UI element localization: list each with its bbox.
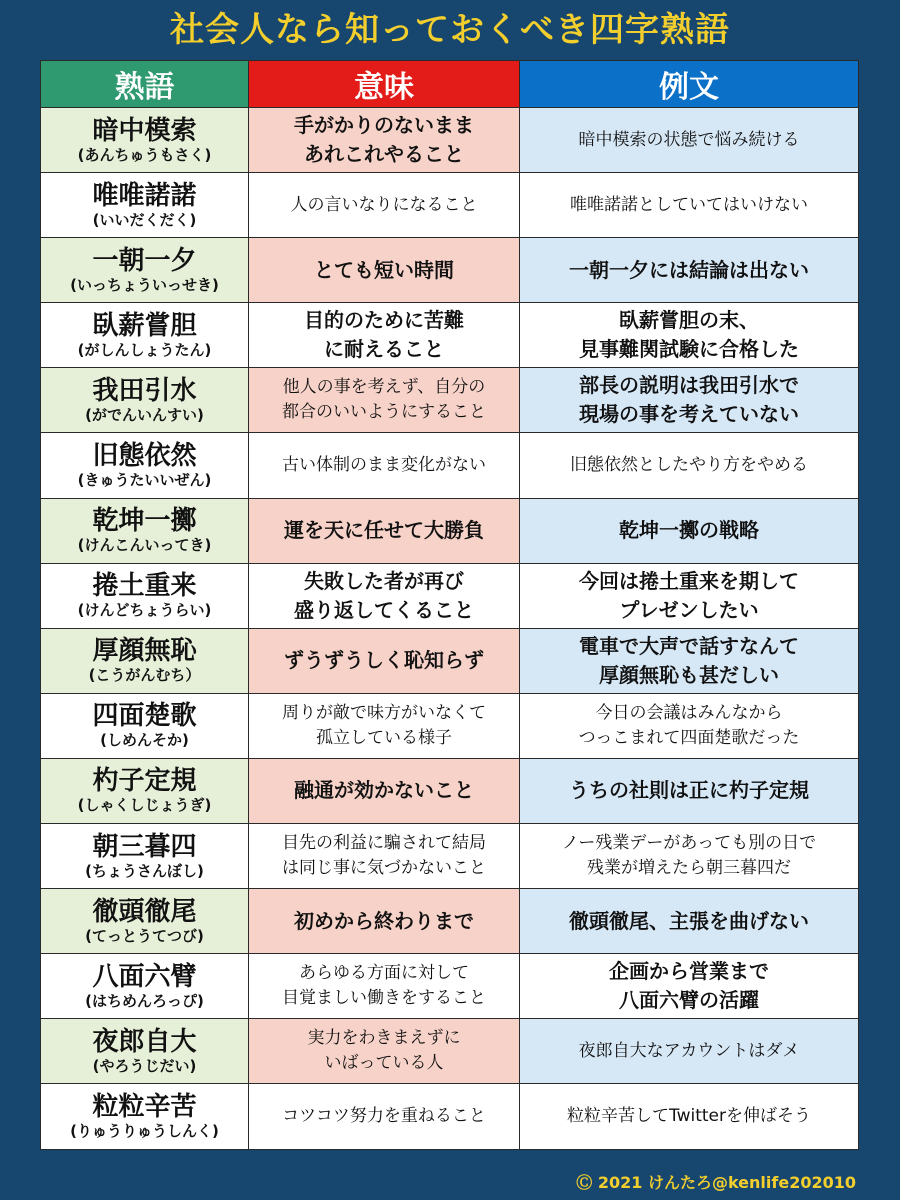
table-row bbox=[41, 108, 859, 173]
copyright-footer: Ⓒ 2021 けんたろ@kenlife202010 bbox=[576, 1173, 856, 1192]
example-line: 今日の会議はみんなから bbox=[595, 702, 783, 723]
jukugo-reading: (がしんしょうたん) bbox=[77, 340, 212, 359]
meaning-line: 手がかりのないまま bbox=[294, 113, 474, 138]
table-row bbox=[41, 629, 859, 694]
example-cell bbox=[520, 433, 859, 498]
jukugo-word: 粒粒辛苦 bbox=[92, 1091, 197, 1122]
jukugo-cell bbox=[41, 1019, 249, 1084]
table-body bbox=[41, 108, 859, 1150]
example-line: 八面六臂の活躍 bbox=[619, 988, 759, 1013]
table-row bbox=[41, 1084, 859, 1149]
example-line: 旧態依然としたやり方をやめる bbox=[570, 455, 808, 476]
jukugo-word: 杓子定規 bbox=[92, 766, 197, 797]
jukugo-cell bbox=[41, 173, 249, 238]
meaning-cell bbox=[249, 1019, 520, 1084]
jukugo-reading: (はちめんろっぴ) bbox=[85, 991, 204, 1010]
jukugo-word: 乾坤一擲 bbox=[92, 506, 197, 537]
jukugo-word: 四面楚歌 bbox=[92, 701, 197, 732]
example-line: 電車で大声で話すなんて bbox=[579, 633, 799, 658]
jukugo-reading: (やろうじだい) bbox=[92, 1056, 197, 1075]
jukugo-cell bbox=[41, 368, 249, 433]
meaning-line: 他人の事を考えず、自分の bbox=[282, 377, 486, 398]
meaning-line: 実力をわきまえずに bbox=[307, 1028, 461, 1049]
table-row bbox=[41, 889, 859, 954]
jukugo-word: 一朝一夕 bbox=[92, 245, 197, 276]
example-cell bbox=[520, 108, 859, 173]
meaning-line: あらゆる方面に対して bbox=[299, 963, 469, 984]
example-cell bbox=[520, 629, 859, 694]
jukugo-word: 捲土重来 bbox=[92, 571, 197, 602]
meaning-cell bbox=[249, 108, 520, 173]
example-line: 臥薪嘗胆の末、 bbox=[619, 308, 759, 333]
jukugo-word: 厚顔無恥 bbox=[92, 636, 197, 667]
header-meaning: 意味 bbox=[249, 61, 520, 108]
meaning-line: 初めから終わりまで bbox=[294, 908, 474, 933]
table-header-row bbox=[41, 61, 859, 108]
meaning-line: 盛り返してくること bbox=[294, 597, 474, 622]
page-title: 社会人なら知っておくべき四字熟語 bbox=[170, 10, 730, 50]
jukugo-cell bbox=[41, 889, 249, 954]
example-cell bbox=[520, 303, 859, 368]
example-cell bbox=[520, 889, 859, 954]
meaning-line: は同じ事に気づかないこと bbox=[282, 858, 486, 879]
example-cell bbox=[520, 368, 859, 433]
jukugo-cell bbox=[41, 824, 249, 889]
jukugo-reading: (けんどちょうらい) bbox=[77, 601, 212, 620]
jukugo-word: 徹頭徹尾 bbox=[92, 896, 197, 927]
jukugo-reading: (けんこんいってき) bbox=[77, 536, 212, 555]
jukugo-cell bbox=[41, 433, 249, 498]
jukugo-word: 八面六臂 bbox=[92, 961, 197, 992]
jukugo-cell bbox=[41, 564, 249, 629]
example-line: 厚顔無恥も甚だしい bbox=[599, 662, 779, 687]
meaning-line: 失敗した者が再び bbox=[304, 568, 464, 593]
example-line: つっこまれて四面楚歌だった bbox=[578, 727, 800, 748]
example-line: 乾坤一擲の戦略 bbox=[619, 518, 759, 543]
jukugo-reading: (こうがんむち） bbox=[88, 666, 201, 685]
meaning-line: 目覚ましい働きをすること bbox=[282, 988, 486, 1009]
jukugo-reading: (いいだくだく) bbox=[92, 210, 197, 229]
jukugo-cell bbox=[41, 108, 249, 173]
meaning-cell bbox=[249, 303, 520, 368]
jukugo-reading: (きゅうたいいぜん) bbox=[77, 471, 212, 490]
jukugo-reading: (てっとうてつび) bbox=[85, 926, 204, 945]
example-line: 現場の事を考えていない bbox=[579, 402, 799, 427]
example-cell bbox=[520, 238, 859, 303]
table-row bbox=[41, 824, 859, 889]
meaning-line: 運を天に任せて大勝負 bbox=[284, 518, 484, 543]
table-row bbox=[41, 564, 859, 629]
example-line: 粒粒辛苦してTwitterを伸ばそう bbox=[567, 1105, 811, 1126]
example-cell bbox=[520, 1019, 859, 1084]
meaning-line: あれこれやること bbox=[304, 142, 464, 167]
example-cell bbox=[520, 499, 859, 564]
yojijukugo-table bbox=[40, 60, 859, 1150]
example-line: 部長の説明は我田引水で bbox=[579, 373, 799, 398]
jukugo-word: 我田引水 bbox=[92, 375, 197, 406]
example-cell bbox=[520, 824, 859, 889]
jukugo-cell bbox=[41, 694, 249, 759]
meaning-cell bbox=[249, 954, 520, 1019]
example-line: 残業が増えたら朝三暮四だ bbox=[587, 858, 791, 879]
jukugo-word: 旧態依然 bbox=[92, 441, 197, 472]
meaning-cell bbox=[249, 694, 520, 759]
example-line: 今回は捲土重来を期して bbox=[579, 568, 799, 593]
table-row bbox=[41, 173, 859, 238]
meaning-line: 目先の利益に騙されて結局 bbox=[282, 833, 486, 854]
meaning-line: とても短い時間 bbox=[314, 257, 454, 282]
jukugo-cell bbox=[41, 303, 249, 368]
jukugo-reading: (ちょうさんぼし) bbox=[85, 861, 204, 880]
jukugo-cell bbox=[41, 629, 249, 694]
example-line: うちの社則は正に杓子定規 bbox=[569, 778, 809, 803]
table-row bbox=[41, 433, 859, 498]
meaning-line: 目的のために苦難 bbox=[304, 308, 464, 333]
example-cell bbox=[520, 694, 859, 759]
jukugo-cell bbox=[41, 499, 249, 564]
example-cell bbox=[520, 1084, 859, 1149]
jukugo-cell bbox=[41, 238, 249, 303]
meaning-line: 周りが敵で味方がいなくて bbox=[282, 702, 486, 723]
jukugo-word: 夜郎自大 bbox=[92, 1026, 197, 1057]
example-line: 一朝一夕には結論は出ない bbox=[569, 257, 809, 282]
jukugo-reading: (いっちょういっせき) bbox=[70, 275, 219, 294]
meaning-cell bbox=[249, 759, 520, 824]
meaning-cell bbox=[249, 889, 520, 954]
example-line: 企画から営業まで bbox=[609, 959, 769, 984]
meaning-cell bbox=[249, 564, 520, 629]
meaning-line: 人の言いなりになること bbox=[290, 194, 478, 215]
meaning-cell bbox=[249, 1084, 520, 1149]
table-row bbox=[41, 303, 859, 368]
example-line: 唯唯諾諾としていてはいけない bbox=[570, 194, 808, 215]
example-line: 徹頭徹尾、主張を曲げない bbox=[569, 908, 809, 933]
jukugo-reading: (あんちゅうもさく) bbox=[77, 145, 212, 164]
header-example: 例文 bbox=[520, 61, 859, 108]
table-row bbox=[41, 1019, 859, 1084]
meaning-line: 孤立している様子 bbox=[316, 727, 452, 748]
example-cell bbox=[520, 759, 859, 824]
jukugo-reading: (しめんそか) bbox=[100, 731, 189, 750]
jukugo-reading: (りゅうりゅうしんく) bbox=[70, 1121, 219, 1140]
jukugo-cell bbox=[41, 954, 249, 1019]
meaning-line: ずうずうしく恥知らず bbox=[284, 648, 484, 673]
example-line: プレゼンしたい bbox=[619, 597, 759, 622]
meaning-line: 古い体制のまま変化がない bbox=[282, 455, 486, 476]
jukugo-word: 臥薪嘗胆 bbox=[92, 310, 197, 341]
meaning-line: いばっている人 bbox=[324, 1053, 444, 1074]
jukugo-word: 唯唯諾諾 bbox=[92, 180, 197, 211]
jukugo-word: 暗中模索 bbox=[92, 115, 197, 146]
jukugo-word: 朝三暮四 bbox=[92, 831, 197, 862]
jukugo-reading: (がでんいんすい) bbox=[85, 405, 204, 424]
table-row bbox=[41, 759, 859, 824]
table-row bbox=[41, 499, 859, 564]
example-line: 夜郎自大なアカウントはダメ bbox=[578, 1040, 800, 1061]
meaning-cell bbox=[249, 433, 520, 498]
jukugo-reading: (しゃくしじょうぎ) bbox=[77, 796, 212, 815]
example-cell bbox=[520, 564, 859, 629]
example-cell bbox=[520, 173, 859, 238]
jukugo-cell bbox=[41, 1084, 249, 1149]
example-line: ノー残業デーがあっても別の日で bbox=[561, 833, 817, 854]
example-cell bbox=[520, 954, 859, 1019]
meaning-cell bbox=[249, 499, 520, 564]
meaning-cell bbox=[249, 629, 520, 694]
meaning-line: に耐えること bbox=[324, 337, 444, 362]
meaning-line: 都合のいいようにすること bbox=[282, 402, 486, 423]
example-line: 暗中模索の状態で悩み続ける bbox=[578, 129, 800, 150]
meaning-line: 融通が効かないこと bbox=[294, 778, 474, 803]
table-row bbox=[41, 954, 859, 1019]
table-row bbox=[41, 238, 859, 303]
meaning-cell bbox=[249, 173, 520, 238]
jukugo-cell bbox=[41, 759, 249, 824]
example-line: 見事難関試験に合格した bbox=[579, 337, 799, 362]
table-row bbox=[41, 694, 859, 759]
meaning-line: コツコツ努力を重ねること bbox=[282, 1105, 486, 1126]
meaning-cell bbox=[249, 368, 520, 433]
meaning-cell bbox=[249, 824, 520, 889]
table-row bbox=[41, 368, 859, 433]
header-jukugo: 熟語 bbox=[41, 61, 249, 108]
meaning-cell bbox=[249, 238, 520, 303]
